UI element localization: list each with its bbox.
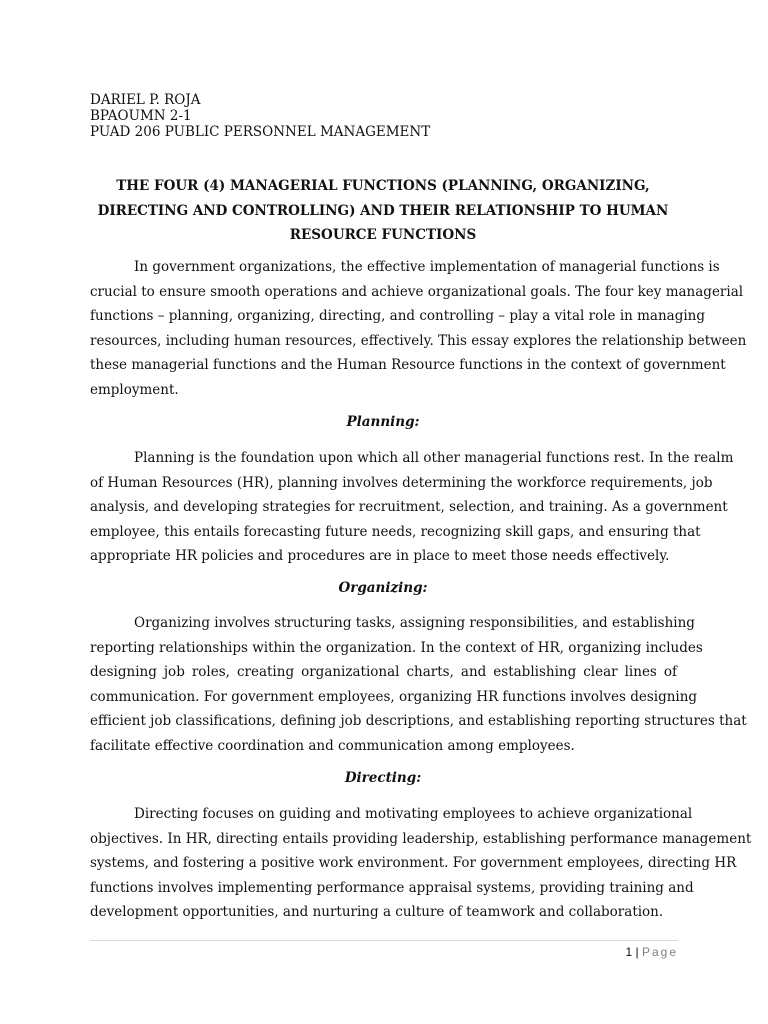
planning-heading: Planning: xyxy=(346,414,420,430)
paragraph-line: functions involves implementing performance appraisal systems, providing training and xyxy=(90,879,694,896)
title-line: DIRECTING AND CONTROLLING) AND THEIR RELATIONSHIP TO HUMAN xyxy=(97,202,669,219)
intro-paragraph xyxy=(90,255,747,402)
paragraph-line: reporting relationships within the organization. In the context of HR, organizing includes xyxy=(90,639,703,656)
paragraph-line: communication. For government employees, organizing HR functions involves designing xyxy=(90,688,698,705)
document-header xyxy=(90,92,430,140)
planning-paragraph xyxy=(90,446,734,569)
paragraph-line: functions – planning, organizing, directing, and controlling – play a vital role in managing xyxy=(90,308,706,324)
paragraph-line: resources, including human resources, effectively. This essay explores the relationship between xyxy=(90,332,747,349)
page-footer xyxy=(625,944,678,960)
footer-separator: | xyxy=(635,945,639,959)
paragraph-line: systems, and fostering a positive work environment. For government employees, directing HR xyxy=(90,855,737,871)
document-title xyxy=(90,174,676,248)
paragraph-line: Directing focuses on guiding and motivating employees to achieve organizational xyxy=(134,806,693,822)
course-name: PUAD 206 PUBLIC PERSONNEL MANAGEMENT xyxy=(90,124,431,140)
class-section: BPAOUMN 2-1 xyxy=(90,108,192,124)
organizing-heading: Organizing: xyxy=(338,580,428,596)
paragraph-line: facilitate effective coordination and communication among employees. xyxy=(90,737,575,754)
page-number: 1 xyxy=(625,945,633,959)
paragraph-line: Organizing involves structuring tasks, assigning responsibilities, and establishing xyxy=(134,615,695,631)
author-name: DARIEL P. ROJA xyxy=(90,92,201,108)
paragraph-line: designing job roles, creating organizational charts, and establishing clear lines of xyxy=(90,664,677,680)
paragraph-line: efficient job classifications, defining job descriptions, and establishing reporting structures that xyxy=(90,713,747,729)
paragraph-line: these managerial functions and the Human Resource functions in the context of government xyxy=(90,357,726,373)
paragraph-line: employee, this entails forecasting future needs, recognizing skill gaps, and ensuring that xyxy=(90,523,701,540)
directing-paragraph xyxy=(90,802,752,925)
paragraph-line: crucial to ensure smooth operations and achieve organizational goals. The four key managerial xyxy=(90,283,744,300)
paragraph-line: In government organizations, the effective implementation of managerial functions is xyxy=(134,259,720,275)
title-line: RESOURCE FUNCTIONS xyxy=(289,227,477,243)
paragraph-line: of Human Resources (HR), planning involves determining the workforce requirements, job xyxy=(90,474,713,491)
paragraph-line: analysis, and developing strategies for recruitment, selection, and training. As a government xyxy=(90,499,728,515)
paragraph-line: employment. xyxy=(90,381,179,398)
paragraph-line: appropriate HR policies and procedures are in place to meet those needs effectively. xyxy=(90,548,670,564)
directing-heading: Directing: xyxy=(344,770,422,786)
paragraph-line: Planning is the foundation upon which all other managerial functions rest. In the realm xyxy=(134,450,734,466)
title-line: THE FOUR (4) MANAGERIAL FUNCTIONS (PLANNING, ORGANIZING, xyxy=(116,178,650,194)
organizing-paragraph xyxy=(90,611,747,758)
footer-divider xyxy=(90,940,678,941)
paragraph-line: development opportunities, and nurturing a culture of teamwork and collaboration. xyxy=(90,904,664,920)
page-label: Page xyxy=(641,945,678,959)
paragraph-line: objectives. In HR, directing entails providing leadership, establishing performance management xyxy=(90,830,752,847)
